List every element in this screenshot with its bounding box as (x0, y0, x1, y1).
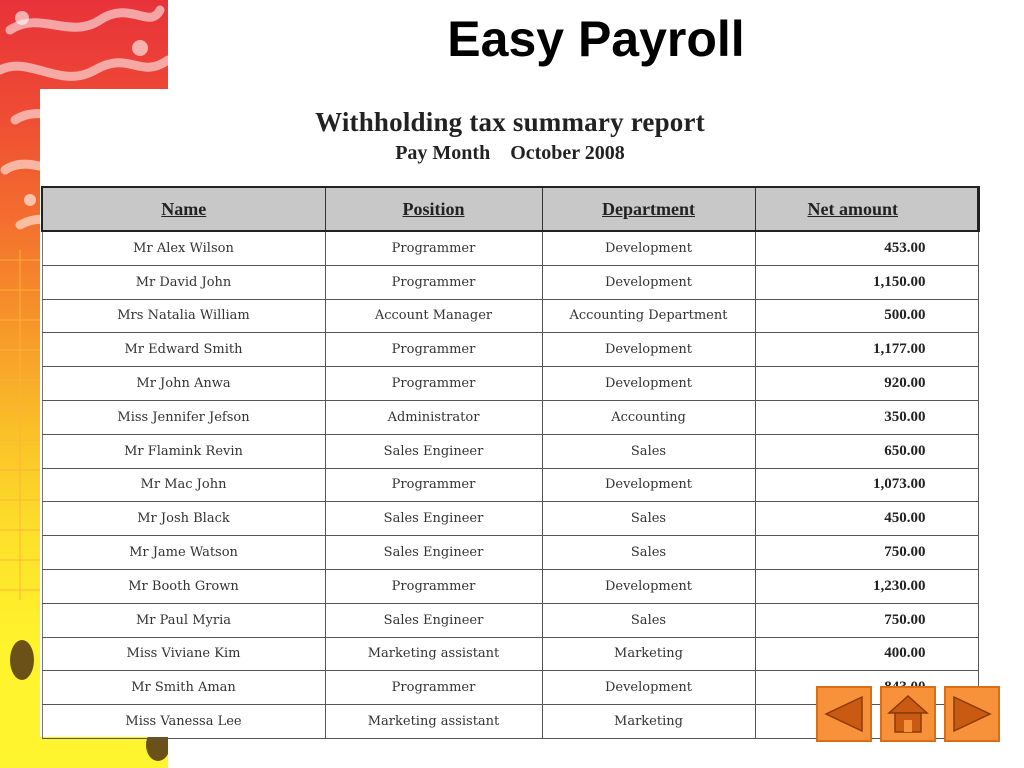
cell-name: Mr Mac John (42, 468, 325, 502)
cell-department: Development (542, 333, 755, 367)
cell-department: Development (542, 671, 755, 705)
cell-position: Account Manager (325, 299, 542, 333)
cell-net-amount: 750.00 (755, 603, 978, 637)
report-panel (40, 89, 980, 737)
table-body (42, 231, 978, 738)
table-row (42, 603, 978, 637)
slide-title (168, 10, 1024, 68)
cell-net-amount: 1,150.00 (755, 265, 978, 299)
table-row (42, 569, 978, 603)
column-header-position: Position (325, 187, 542, 231)
next-slide-button[interactable] (944, 686, 1000, 742)
triangle-right-icon (950, 694, 994, 734)
cell-position: Programmer (325, 333, 542, 367)
cell-net-amount: 1,230.00 (755, 569, 978, 603)
cell-position: Programmer (325, 265, 542, 299)
cell-department: Development (542, 231, 755, 265)
pay-month-label: Pay Month (395, 142, 491, 164)
table-row (42, 299, 978, 333)
home-button[interactable] (880, 686, 936, 742)
table-row (42, 367, 978, 401)
cell-department: Accounting Department (542, 299, 755, 333)
cell-position: Marketing assistant (325, 705, 542, 739)
cell-name: Mr Smith Aman (42, 671, 325, 705)
cell-position: Programmer (325, 569, 542, 603)
cell-department: Sales (542, 502, 755, 536)
cell-name: Miss Jennifer Jefson (42, 400, 325, 434)
cell-name: Mr Edward Smith (42, 333, 325, 367)
cell-position: Marketing assistant (325, 637, 542, 671)
cell-position: Programmer (325, 231, 542, 265)
table-row (42, 536, 978, 570)
table-row (42, 231, 978, 265)
cell-position: Programmer (325, 671, 542, 705)
cell-name: Mr Booth Grown (42, 569, 325, 603)
cell-position: Programmer (325, 468, 542, 502)
cell-department: Sales (542, 603, 755, 637)
cell-net-amount: 1,177.00 (755, 333, 978, 367)
report-header (40, 107, 980, 165)
table-row (42, 333, 978, 367)
report-title: Withholding tax summary report (315, 107, 705, 137)
cell-department: Development (542, 569, 755, 603)
cell-department: Accounting (542, 400, 755, 434)
cell-department: Development (542, 265, 755, 299)
cell-name: Mr John Anwa (42, 367, 325, 401)
cell-name: Mr David John (42, 265, 325, 299)
cell-net-amount: 650.00 (755, 434, 978, 468)
cell-position: Administrator (325, 400, 542, 434)
table-row (42, 434, 978, 468)
cell-name: Mrs Natalia William (42, 299, 325, 333)
cell-net-amount: 500.00 (755, 299, 978, 333)
cell-department: Development (542, 367, 755, 401)
cell-name: Mr Flamink Revin (42, 434, 325, 468)
cell-name: Mr Alex Wilson (42, 231, 325, 265)
cell-net-amount: 453.00 (755, 231, 978, 265)
cell-net-amount: 1,073.00 (755, 468, 978, 502)
cell-name: Mr Josh Black (42, 502, 325, 536)
column-header-net-amount: Net amount (755, 187, 978, 231)
cell-position: Sales Engineer (325, 536, 542, 570)
cell-name: Miss Vanessa Lee (42, 705, 325, 739)
cell-net-amount: 450.00 (755, 502, 978, 536)
cell-position: Sales Engineer (325, 603, 542, 637)
cell-department: Sales (542, 536, 755, 570)
cell-net-amount: 920.00 (755, 367, 978, 401)
cell-department: Marketing (542, 705, 755, 739)
slide-title-text: Easy Payroll (447, 11, 745, 67)
cell-department: Marketing (542, 637, 755, 671)
cell-position: Programmer (325, 367, 542, 401)
cell-department: Development (542, 468, 755, 502)
cell-net-amount: 350.00 (755, 400, 978, 434)
cell-name: Mr Jame Watson (42, 536, 325, 570)
table-row (42, 502, 978, 536)
withholding-tax-table (41, 186, 980, 739)
cell-position: Sales Engineer (325, 502, 542, 536)
table-row (42, 468, 978, 502)
table-header-row (42, 187, 978, 231)
report-subtitle (40, 142, 980, 165)
home-icon (886, 693, 930, 735)
column-header-name: Name (42, 187, 325, 231)
pay-month-value: October 2008 (510, 142, 625, 164)
table-row (42, 637, 978, 671)
cell-name: Miss Viviane Kim (42, 637, 325, 671)
cell-position: Sales Engineer (325, 434, 542, 468)
triangle-left-icon (822, 694, 866, 734)
cell-department: Sales (542, 434, 755, 468)
previous-slide-button[interactable] (816, 686, 872, 742)
column-header-department: Department (542, 187, 755, 231)
cell-net-amount: 400.00 (755, 637, 978, 671)
table-row (42, 265, 978, 299)
table-row (42, 400, 978, 434)
cell-net-amount: 750.00 (755, 536, 978, 570)
cell-name: Mr Paul Myria (42, 603, 325, 637)
